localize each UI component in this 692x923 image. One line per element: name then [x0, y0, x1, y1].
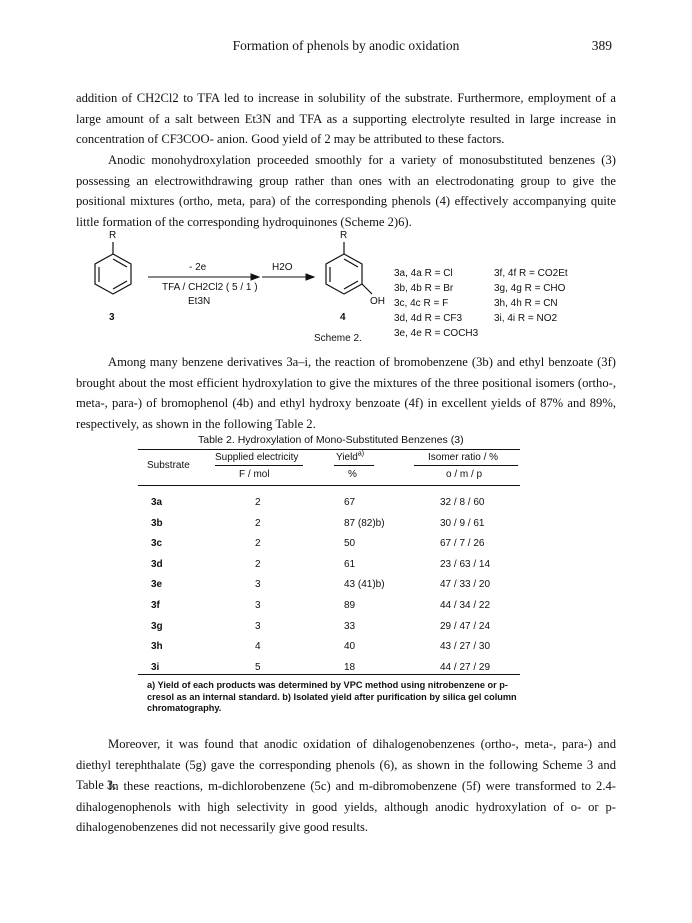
table-cell-ratio: 44 / 34 / 22 [440, 600, 491, 611]
substituent-item: 3i, 4i R = NO2 [494, 313, 558, 324]
table-cell-electricity: 2 [255, 538, 261, 550]
substituent-item: 3g, 4g R = CHO [494, 283, 566, 294]
header-yield-text: Yield [336, 452, 358, 463]
paragraph-5: In these reactions, m-dichlorobenzene (5c) and m-dibromobenzene (5f) were transformed to 2.4-dihalogenophenols with high selectivity in good yields, although anodic hydroxylation of o- or p-dihalogenobenzenes did not necessarily give good results. [76, 779, 616, 834]
table-cell-ratio: 30 / 9 / 61 [440, 517, 485, 529]
table-cell-yield: 67 [344, 497, 356, 508]
header-ratio-unit: o / m / p [446, 469, 483, 480]
reagent-solvent: TFA / CH2Cl2 ( 5 / 1 ) [162, 282, 258, 293]
page-header [0, 38, 692, 58]
table-cell-substrate: 3g [151, 620, 163, 632]
table-top-rule [138, 449, 520, 450]
reaction-arrows [148, 274, 314, 280]
header-subrule [334, 465, 374, 466]
substituent-item: 3e, 4e R = COCH3 [394, 328, 479, 339]
header-yield-unit: % [348, 469, 357, 480]
table-cell-ratio: 43 / 27 / 30 [440, 641, 491, 653]
table-cell-ratio: 44 / 27 / 29 [440, 661, 491, 673]
header-yield-sup: a) [357, 450, 365, 458]
compound-number-right: 4 [340, 312, 346, 323]
table-cell-electricity: 4 [255, 641, 261, 653]
reagent-electrons: - 2e [189, 262, 207, 273]
table-cell-ratio: 67 / 7 / 26 [440, 538, 485, 550]
reagent-base: Et3N [188, 296, 211, 307]
reagent-water: H2O [272, 262, 293, 273]
substituent-item: 3h, 4h R = CN [494, 298, 558, 309]
table-cell-yield: 40 [344, 641, 356, 653]
header-electricity-unit: F / mol [239, 469, 270, 480]
compound-number-left: 3 [109, 312, 115, 323]
table-cell-substrate: 3b [151, 517, 163, 529]
table-cell-electricity: 2 [255, 558, 261, 570]
table-cell-electricity: 5 [255, 661, 261, 673]
table-cell-substrate: 3e [151, 579, 163, 591]
table-cell-substrate: 3i [151, 661, 160, 673]
table-footnote: a) Yield of each products was determined by VPC method using nitrobenzene or p-cresol as an internal standard. b) Isolated yield after purification by silica gel column chromatography. [147, 680, 517, 713]
paragraph-1: addition of CH2Cl2 to TFA led to increase in solubility of the substrate. Furthermore, employment of a large amount of a salt between Et3N and TFA as a supporting electrolyte resulted in large increase in concentration of CF3COO- anion. Good yield of 2 may be attributed to these factors. [76, 91, 616, 146]
table-title: Table 2. Hydroxylation of Mono-Substituted Benzenes (3) [198, 434, 464, 446]
table-cell-electricity: 3 [255, 600, 261, 611]
benzene-ring-right [326, 242, 372, 294]
paragraph-4: Moreover, it was found that anodic oxidation of dihalogenobenzenes (ortho-, meta-, para-) and diethyl terephthalate (5g) gave the corresponding phenols (6), as shown in the following Scheme 3 and Table 3. [76, 737, 616, 792]
scheme-caption: Scheme 2. [314, 333, 362, 344]
scheme-2 [76, 232, 621, 357]
table-cell-yield: 61 [344, 558, 356, 570]
table-cell-yield: 33 [344, 620, 356, 632]
substituent-item: 3a, 4a R = Cl [394, 268, 453, 279]
table-cell-substrate: 3c [151, 538, 163, 550]
running-title: Formation of phenols by anodic oxidation [232, 38, 460, 53]
substituent-item: 3b, 4b R = Br [394, 283, 454, 294]
oh-label: OH [370, 296, 385, 307]
table-cell-electricity: 3 [255, 620, 261, 632]
table-cell-ratio: 32 / 8 / 60 [440, 497, 485, 508]
table-bottom-rule [138, 674, 520, 675]
r-label-left: R [109, 230, 117, 241]
table-cell-substrate: 3f [151, 600, 160, 611]
substituent-item: 3c, 4c R = F [394, 298, 449, 309]
substituent-item: 3d, 4d R = CF3 [394, 313, 463, 324]
header-subrule [215, 465, 303, 466]
table-header-rule [138, 485, 520, 486]
table-cell-yield: 87 (82)b) [344, 517, 385, 529]
table-cell-electricity: 2 [255, 517, 261, 529]
benzene-ring-left [95, 242, 131, 294]
table-cell-yield: 18 [344, 661, 356, 673]
table-cell-yield: 43 (41)b) [344, 579, 385, 591]
r-label-right: R [340, 230, 348, 241]
header-substrate: Substrate [147, 460, 190, 471]
header-ratio: Isomer ratio / % [428, 452, 499, 463]
table-cell-electricity: 3 [255, 579, 261, 591]
paragraph-3: Among many benzene derivatives 3a–i, the reaction of bromobenzene (3b) and ethyl benzoate (3f) brought about the most efficient hydroxylation to give the mixtures of the three positional isomers (ortho-, meta-, para-) of bromophenol (4b) and ethyl hydroxy benzoate (4f) in excellent yields of 87% and 89%, respectively, as shown in the following Table 2. [76, 355, 616, 431]
table-cell-yield: 50 [344, 538, 356, 550]
table-cell-substrate: 3d [151, 558, 163, 570]
table-cell-electricity: 2 [255, 497, 261, 508]
substituent-item: 3f, 4f R = CO2Et [494, 268, 568, 279]
table-cell-ratio: 29 / 47 / 24 [440, 620, 491, 632]
header-subrule [414, 465, 518, 466]
page-number: 389 [591, 38, 612, 53]
paragraph-2: Anodic monohydroxylation proceeded smoothly for a variety of monosubstituted benzenes (3) possessing an electrowithdrawing group rather than ones with an electrodonating group to give the positional mixtures (ortho, meta, para) of the corresponding phenols (4) effectively accompanying quite little formation of the corresponding hydroquinones (Scheme 2)6). [76, 153, 616, 229]
table-cell-substrate: 3a [151, 497, 163, 508]
header-yield [336, 452, 364, 463]
table-cell-ratio: 23 / 63 / 14 [440, 558, 491, 570]
header-electricity: Supplied electricity [215, 452, 299, 463]
table-cell-ratio: 47 / 33 / 20 [440, 579, 491, 591]
table-cell-yield: 89 [344, 600, 356, 611]
table-cell-substrate: 3h [151, 641, 163, 653]
